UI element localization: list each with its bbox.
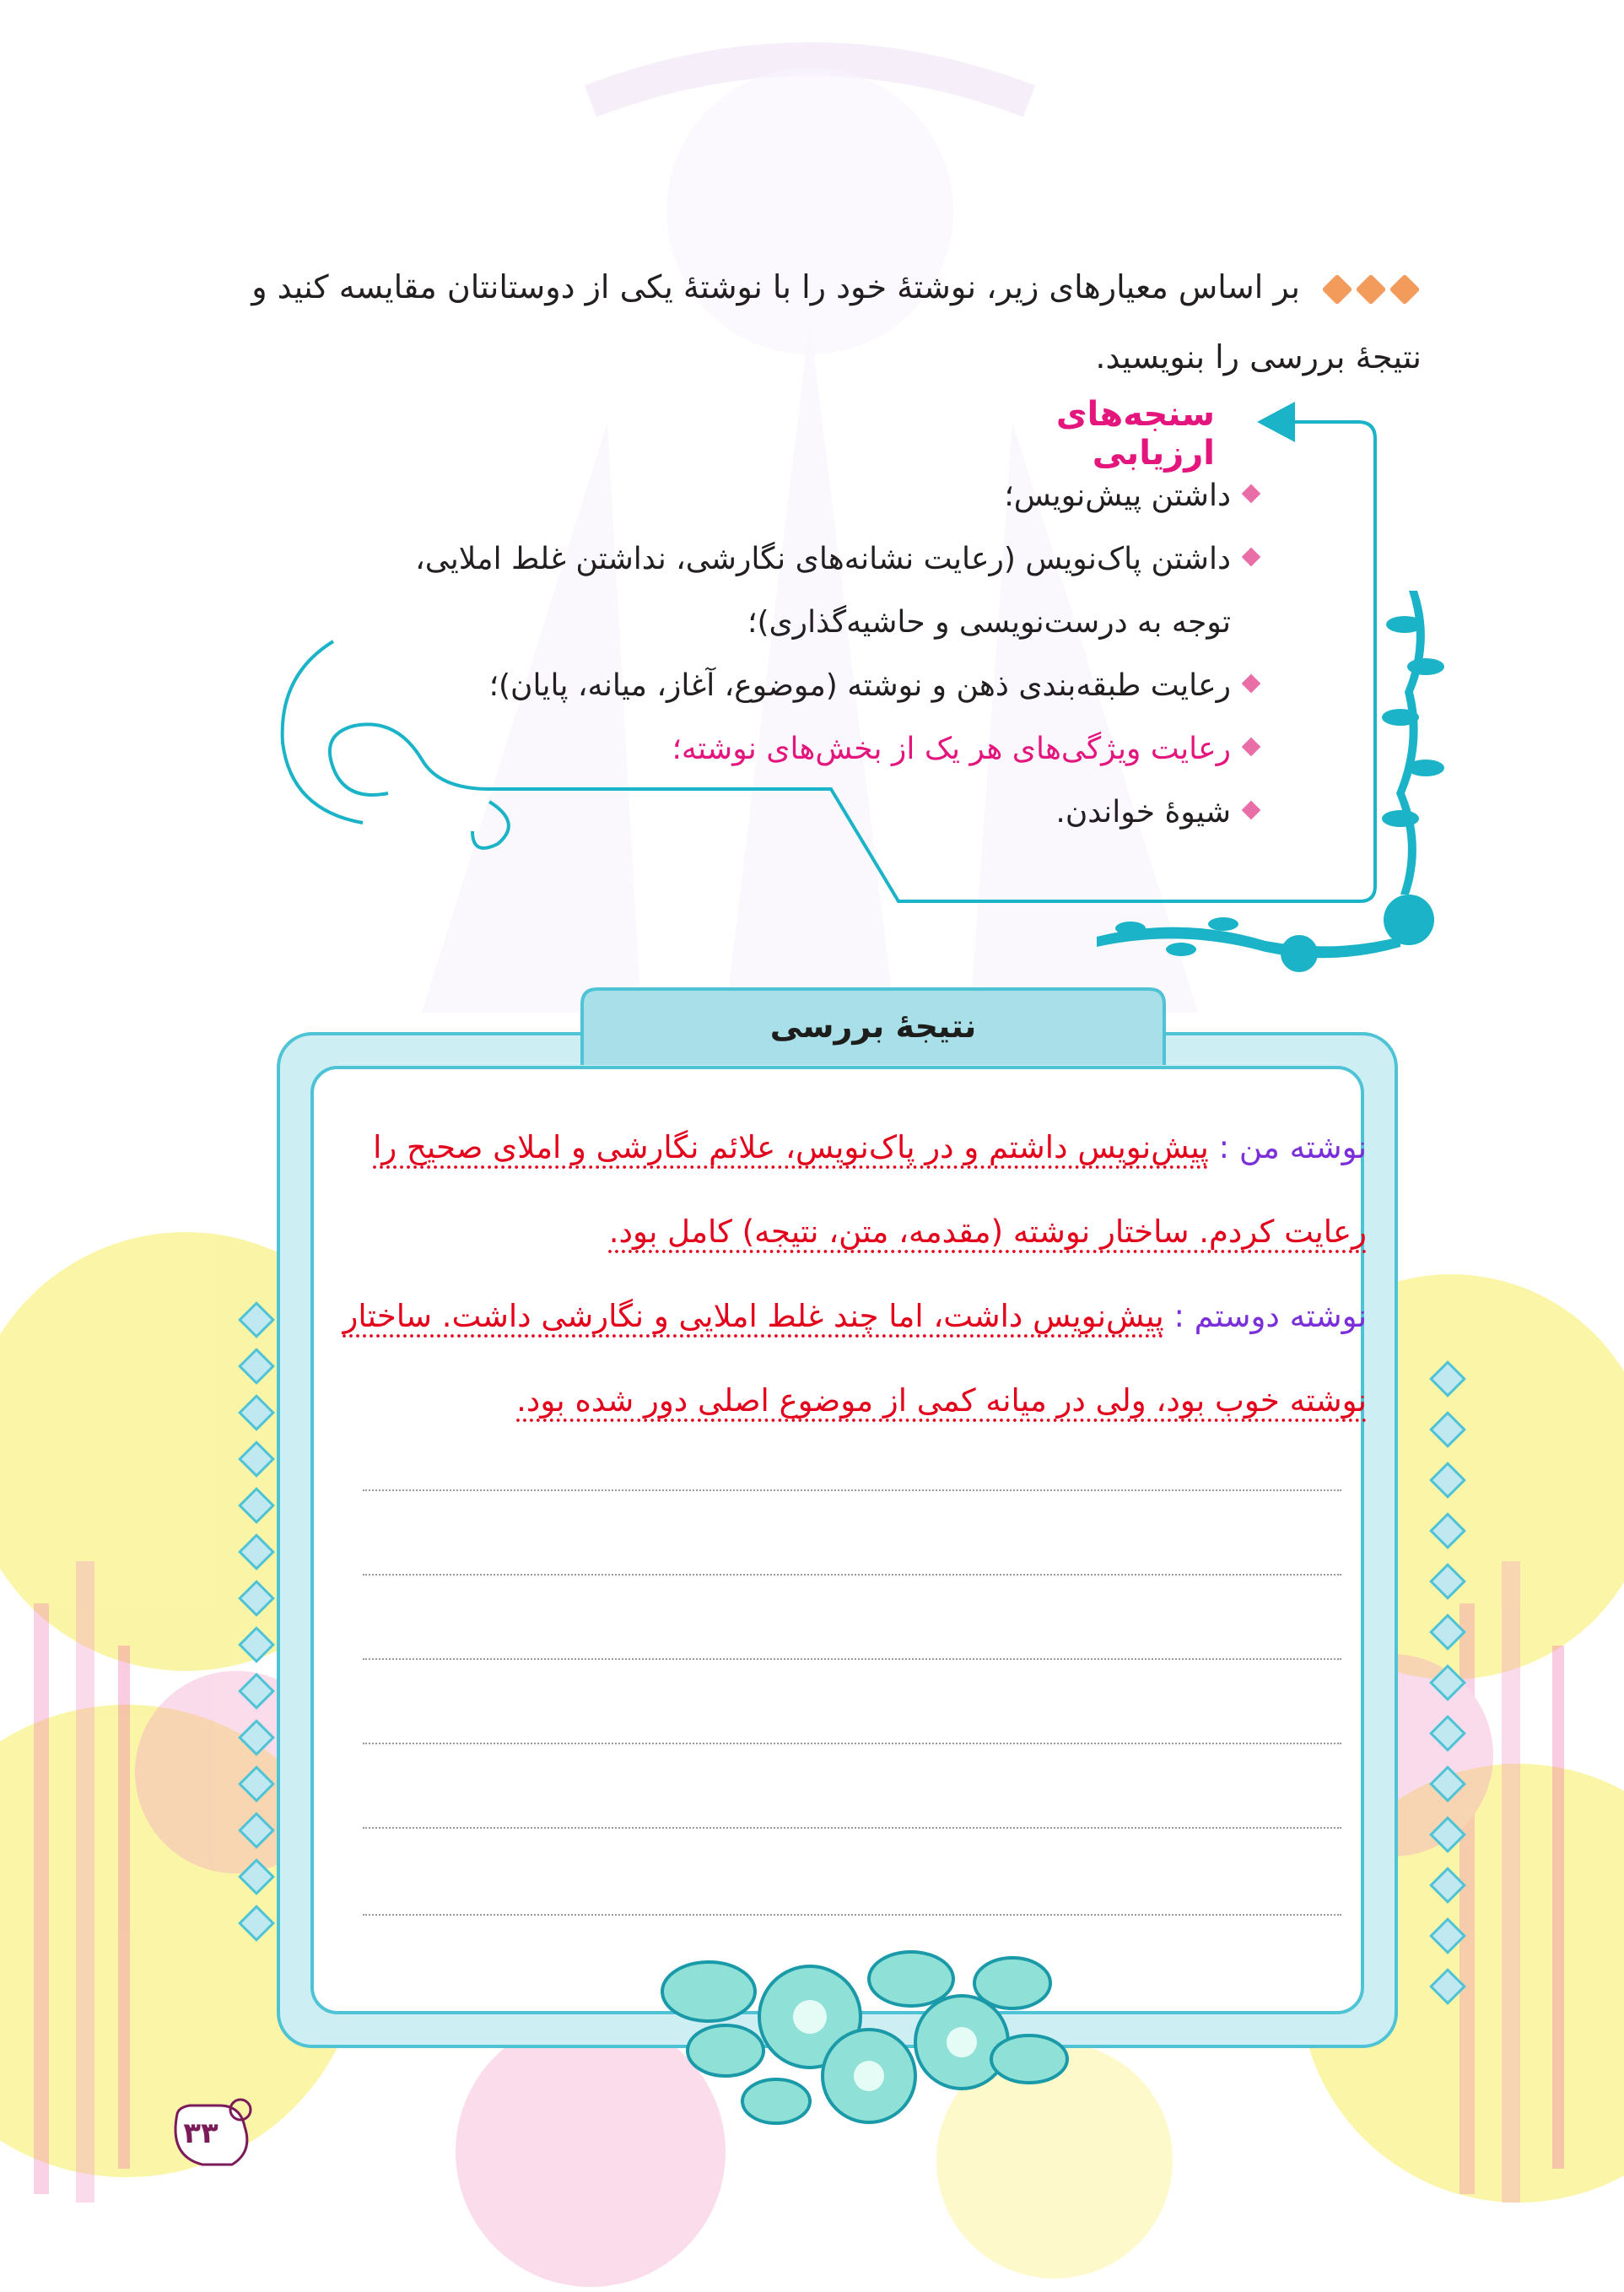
friend-writing-entry [337,1274,1367,1443]
review-entries [337,1105,1367,1443]
page-number: ۳۳ [183,2116,219,2150]
criteria-item: شیوۀ خواندن. [371,781,1261,844]
diamond-bullet-icon [1242,548,1261,567]
blank-writing-line[interactable] [363,1574,1341,1576]
my-writing-text: پیش‌نویس داشتم و در پاک‌نویس، علائم نگارشی و املای صحیح را رعایت کردم. ساختار نوشته (مقدمه، متن، نتیجه) کامل بود. [373,1129,1367,1250]
criteria-list [371,464,1261,844]
criteria-item: داشتن پیش‌نویس؛ [371,464,1261,527]
friend-writing-text: پیش‌نویس داشت، اما چند غلط املایی و نگارشی داشت. ساختار نوشته خوب بود، ولی در میانه کمی از موضوع اصلی دور شده بود. [343,1298,1367,1419]
blank-writing-line[interactable] [363,1489,1341,1491]
instruction-text [240,253,1422,391]
blank-writing-line[interactable] [363,1743,1341,1744]
diamond-bullet-icon [1242,801,1261,820]
diamond-bullet-icon [1242,484,1261,504]
criteria-item: رعایت ویژگی‌های هر یک از بخش‌های نوشته؛ [371,717,1261,781]
instruction-content: بر اساس معیارهای زیر، نوشتۀ خود را با نوشتۀ یکی از دوستانتان مقایسه کنید و نتیجۀ بررسی را بنویسید. [251,268,1422,376]
diamond-bullet-icon [1242,738,1261,757]
blank-writing-line[interactable] [363,1827,1341,1829]
friend-writing-label: نوشته دوستم : [1173,1298,1367,1334]
blank-writing-line[interactable] [363,1914,1341,1916]
review-box-title: نتیجۀ بررسی [769,1008,977,1045]
criteria-title: سنجه‌های ارزیابی [1055,395,1215,473]
my-writing-entry [337,1105,1367,1274]
diamond-bullets-icon [1320,256,1422,323]
blank-writing-line[interactable] [363,1658,1341,1660]
my-writing-label: نوشته من : [1218,1129,1367,1165]
diamond-bullet-icon [1242,674,1261,694]
criteria-item: رعایت طبقه‌بندی ذهن و نوشته (موضوع، آغاز، میانه، پایان)؛ [371,654,1261,717]
criteria-item: داشتن پاک‌نویس (رعایت نشانه‌های نگارشی، نداشتن غلط املایی، توجه به درست‌نویسی و حاشیه‌گذاری)؛ [371,527,1261,654]
